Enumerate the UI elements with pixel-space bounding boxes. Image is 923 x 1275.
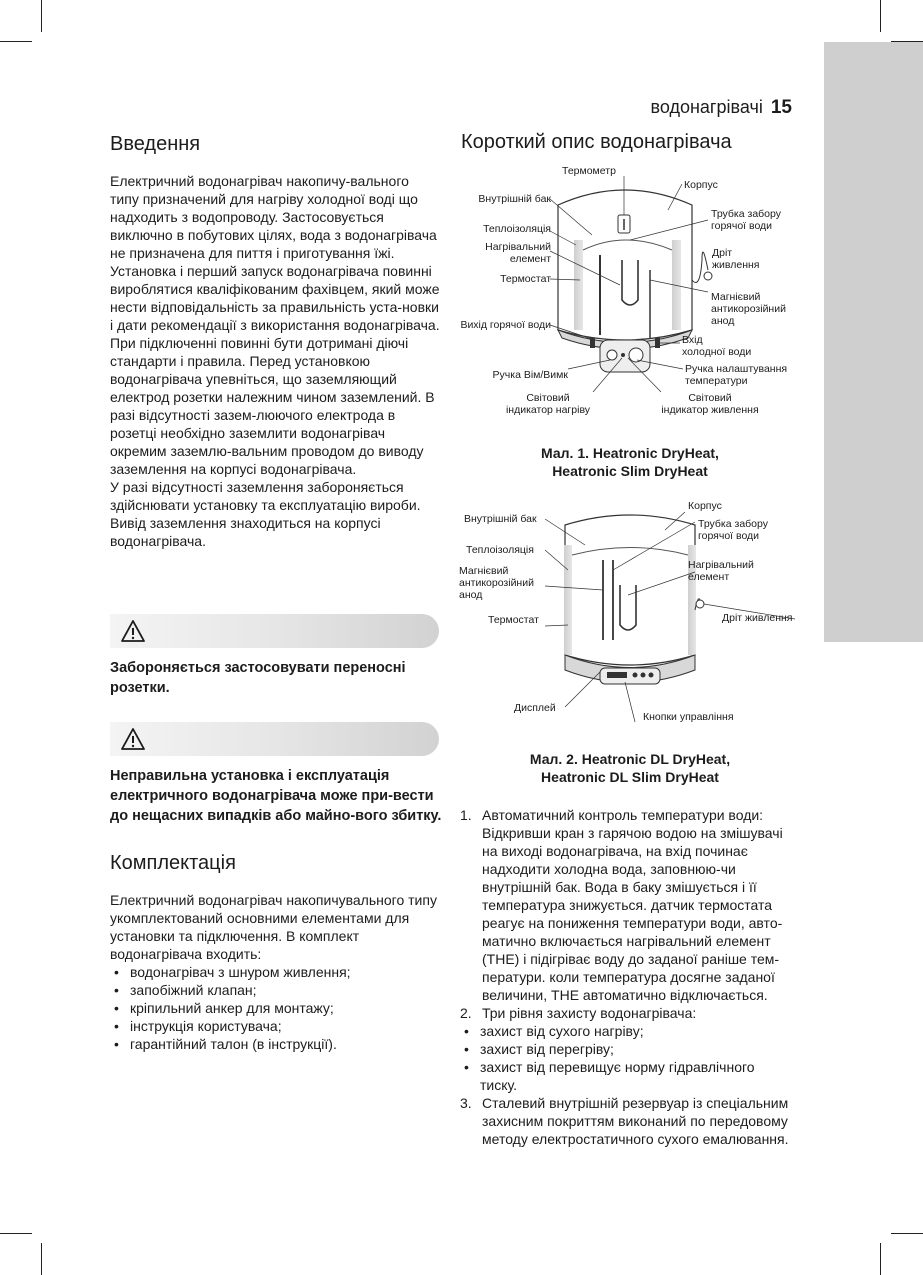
warning-bar (110, 722, 439, 756)
side-tab (824, 42, 923, 642)
crop-mark (880, 0, 881, 32)
warning-icon (120, 619, 146, 643)
label-power-led: Світовий індикатор живлення (661, 392, 759, 416)
label-heater: Нагрівальний елемент (485, 241, 551, 265)
kit-list (110, 963, 445, 1053)
label-body: Корпус (684, 179, 718, 191)
crop-mark (0, 41, 32, 42)
tank-body (565, 515, 695, 665)
label-hot-pipe-2: Трубка забору горячої води (698, 518, 768, 542)
label-cold-inlet: Вхід холодної води (682, 334, 752, 358)
list-item: • захист від сухого нагріву; (460, 1022, 795, 1040)
figure-2-caption: Мал. 2. Heatronic DL DryHeat, Heatronic DL Slim DryHeat (529, 751, 731, 785)
warning-icon (120, 727, 146, 751)
warning-bar (110, 614, 439, 648)
button-icon (633, 673, 638, 678)
label-thermostat-2: Термостат (488, 614, 539, 626)
protection-list (460, 1022, 795, 1094)
kit-paragraph: Електричний водонагрівач накопичувального типу укомплектований основними елементами для установки та підключення. В комплект водонагрівача входить: (110, 892, 437, 962)
button-icon (641, 673, 646, 678)
crop-mark (891, 1233, 923, 1234)
header-section: водонагрівачі (650, 97, 763, 117)
label-anode: Магнієвий антикорозійний анод (711, 291, 786, 327)
list-item: • запобіжний клапан; (110, 981, 445, 999)
description-title: Короткий опис водонагрівача (461, 131, 732, 153)
list-item: • кріпильний анкер для монтажу; (110, 999, 445, 1017)
list-item: • інструкція користувача; (110, 1017, 445, 1035)
knob-icon (629, 348, 643, 362)
label-thermostat: Термостат (500, 273, 551, 285)
label-insulation: Теплоізоляція (483, 223, 551, 235)
list-item: • захист від перегріву; (460, 1040, 795, 1058)
label-insulation-2: Теплоізоляція (466, 544, 534, 556)
crop-mark (41, 1243, 42, 1275)
list-item: 1. Автоматичний контроль температури води: Відкривши кран з гарячою водою на змішувачі на виході водонагрівача, на вхід починає надходити холодна вода, заповнюю-чи внутрішній бак. Вода в баку змішується і її температура знижується. датчик термостата реагує на пониження температури води, авто-матично включається нагрівальний елемент (ТНЕ) і підігріває воду до заданої раніше тем-ператури. коли температура досягне заданої величини, ТНЕ автоматично відключається. (460, 807, 783, 1003)
label-body-2: Корпус (688, 500, 722, 512)
label-heat-led: Світовий індикатор нагріву (505, 392, 591, 416)
label-power-cord-2: Дріт живлення (722, 612, 793, 624)
insulation-left (574, 240, 583, 330)
label-inner-tank: Внутрішній бак (478, 193, 551, 205)
label-anode-2: Магнієвий антикорозійний анод (459, 565, 534, 601)
label-temp-knob: Ручка налаштування температури (685, 363, 788, 387)
crop-mark (0, 1233, 32, 1234)
list-item: 2. Три рівня захисту водонагрівача: (460, 1005, 697, 1021)
intro-paragraph-2: У разі відсутності заземлення забороняється здійснювати установку та експлуатацію вироби. Вивід заземлення знаходиться на корпусі водонагрівача. (110, 479, 421, 549)
figure-1-caption: Мал. 1. Heatronic DryHeat, Heatronic Slim DryHeat (541, 445, 719, 479)
label-inner-tank-2: Внутрішній бак (464, 513, 537, 525)
page-number: 15 (770, 97, 792, 118)
insulation-left (564, 545, 572, 655)
crop-mark (880, 1243, 881, 1275)
list-item: • водонагрівач з шнуром живлення; (110, 963, 445, 981)
kit-title: Комплектація (110, 852, 236, 874)
intro-text (110, 172, 440, 550)
kit-text (110, 891, 445, 1053)
switch-icon (607, 350, 617, 360)
display-icon (607, 672, 627, 678)
label-hot-outlet: Вихід горячої води (460, 319, 551, 331)
warning-text-1: Забороняється застосовувати переносні розетки. (110, 660, 406, 696)
crop-mark (41, 0, 42, 32)
intro-title: Введення (110, 133, 201, 155)
list-item: 3. Сталевий внутрішній резервуар із спеціальним захисним покриттям виконаний по передовому методу електростатичного сухого емалювання. (460, 1095, 789, 1147)
label-thermometer: Термометр (562, 165, 616, 177)
label-display-2: Дисплей (514, 702, 556, 714)
label-switch: Ручка Вім/Вимк (492, 369, 568, 381)
label-power-cord: Дріт живлення (712, 247, 760, 271)
list-item: • захист від перевищує норму гідравлічного тиску. (460, 1058, 795, 1094)
list-item: • гарантійний талон (в інструкції). (110, 1035, 445, 1053)
label-hot-pipe: Трубка забору горячої води (711, 208, 781, 232)
warning-text-2: Неправильна установка і експлуатація електричного водонагрівача може при-вести до нещасних випадків або майно-вого збитку. (110, 768, 442, 824)
button-icon (649, 673, 654, 678)
label-heater-2: Нагрівальний елемент (688, 559, 754, 583)
page-header (650, 97, 792, 119)
intro-paragraph-1: Електричний водонагрівач накопичу-вального типу призначений для нагріву холодної воді що надходить з водопроводу. Застосовується виключно в побутових цілях, вода з водонагрівача не призначена для пиття і приготування їжі. Установка і перший запуск водонагрівача повинні вироблятися кваліфікованим фахівцем, який може нести відповідальність за правильність уста-новки і дати рекомендації з використання водонагрівача. При підключенні повинні бути дотримані діючі стандарти і правила. Перед установкою водонагрівача упевніться, що заземляющий електрод розетки належним чином заземлений. В разі відсутності зазем-люючого електрода в розетці необхідно заземлити водонагрівач окремим заземлю-вальним проводом до виводу заземлення на корпусі водонагрівача. (110, 173, 440, 477)
features-list-block (460, 806, 795, 1148)
features-list (460, 806, 795, 1022)
label-buttons-2: Кнопки управління (643, 711, 734, 723)
